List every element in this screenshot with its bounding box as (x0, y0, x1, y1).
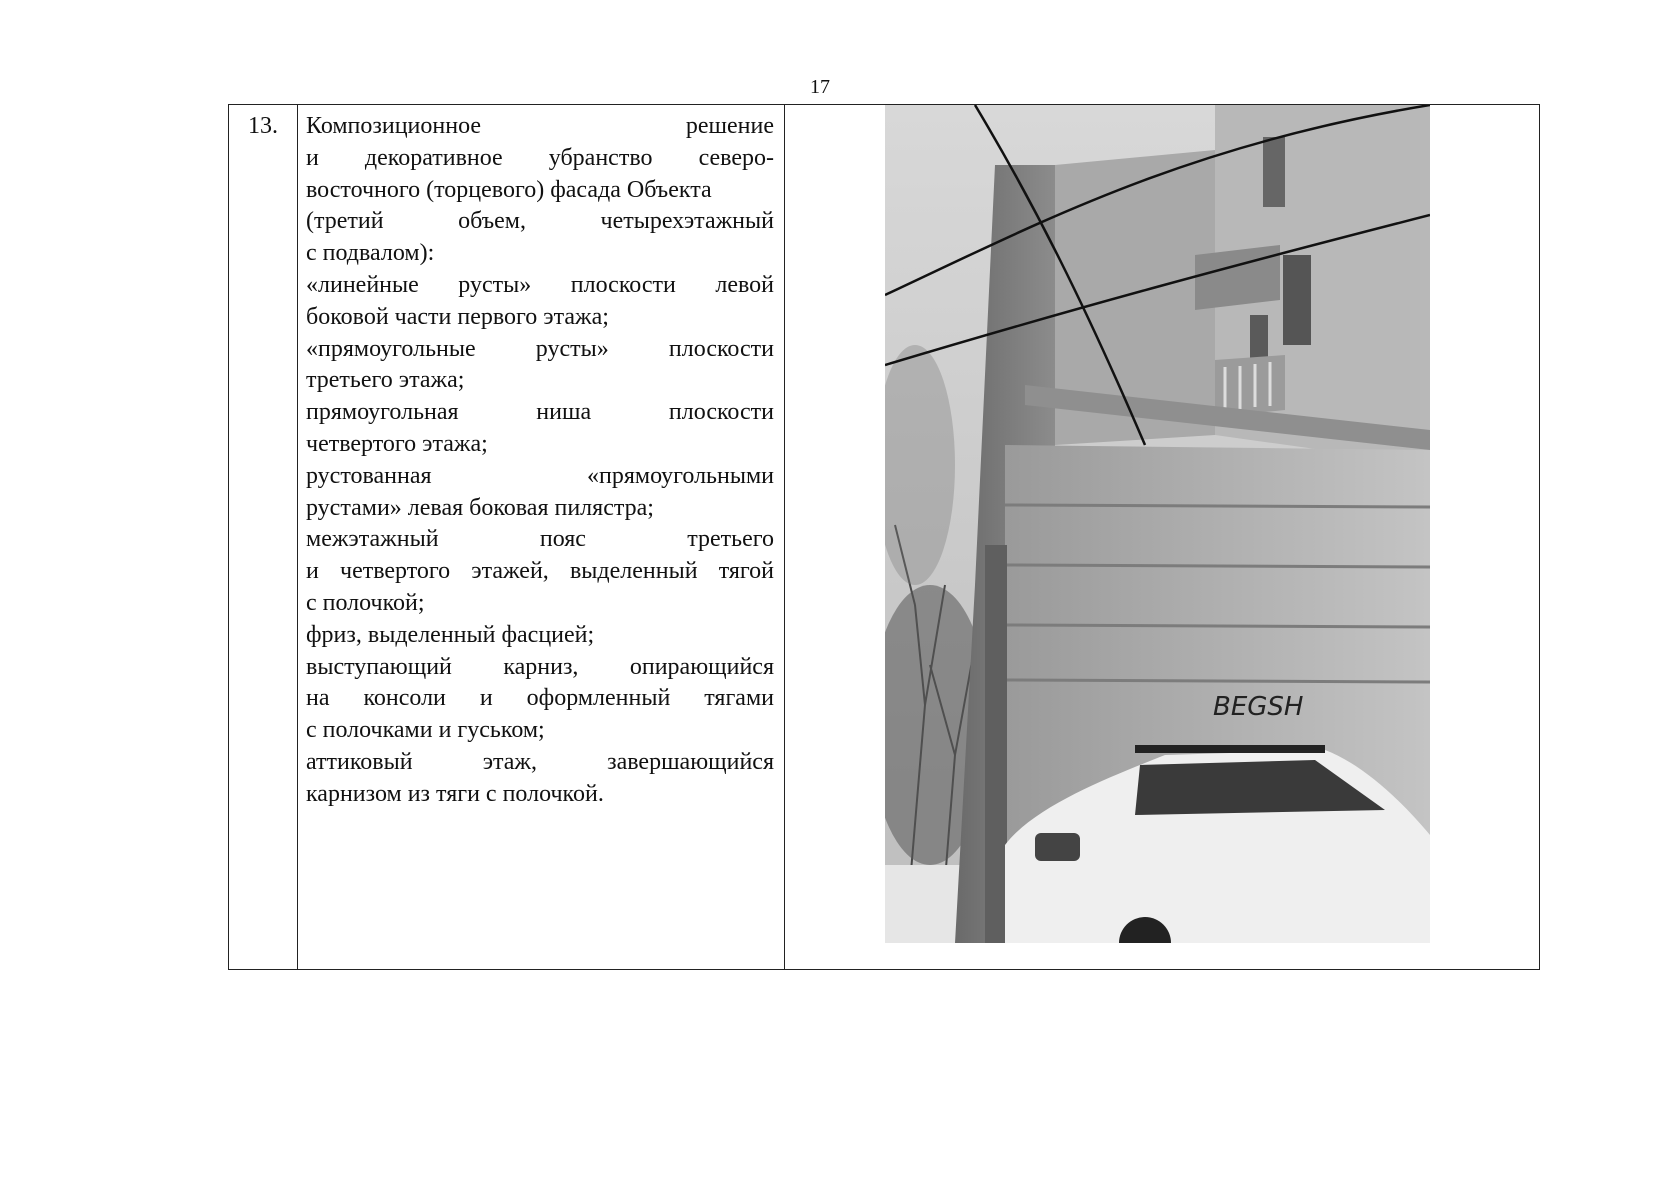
description-line: карнизом из тяги с полочкой. (306, 780, 604, 807)
description-line: с полочками и гуськом; (306, 717, 545, 744)
description-line: аттиковый этаж, завершающийся (306, 748, 774, 775)
description-line: (третий объем, четырехэтажный (306, 208, 774, 235)
description-line: четвертого этажа; (306, 430, 488, 457)
description-line: «линейные русты» плоскости левой (306, 271, 774, 298)
facade-photo-drawing (885, 105, 1430, 943)
description-cell (298, 105, 785, 970)
description-line: рустованная «прямоугольными (306, 462, 774, 489)
graffiti-text: BEGSH (1213, 692, 1304, 722)
description-line: боковой части первого этажа; (306, 303, 609, 330)
description-line: рустами» левая боковая пилястра; (306, 494, 654, 521)
description-line: на консоли и оформленный тягами (306, 685, 774, 712)
description-line: с полочкой; (306, 589, 425, 616)
row-number-cell (229, 105, 298, 970)
description-line: и декоративное убранство северо- (306, 144, 774, 171)
description-line: фриз, выделенный фасцией; (306, 621, 595, 648)
description-text (298, 105, 784, 811)
table-row (229, 105, 1540, 970)
description-line: с подвалом): (306, 240, 435, 267)
description-line: межэтажный пояс третьего (306, 526, 774, 553)
description-line: Композиционное решение (306, 113, 774, 139)
page-number: 17 (810, 76, 830, 98)
description-line: третьего этажа; (306, 367, 465, 394)
description-line: выступающий карниз, опирающийся (306, 653, 774, 680)
description-line: и четвертого этажей, выделенный тягой (306, 558, 774, 585)
photo-cell (785, 105, 1540, 970)
description-line: восточного (торцевого) фасада Объекта (306, 176, 712, 203)
heritage-table (228, 104, 1540, 970)
facade-photo (885, 105, 1430, 943)
row-number: 13. (248, 113, 278, 139)
description-line: прямоугольная ниша плоскости (306, 399, 774, 426)
description-line: «прямоугольные русты» плоскости (306, 335, 774, 362)
